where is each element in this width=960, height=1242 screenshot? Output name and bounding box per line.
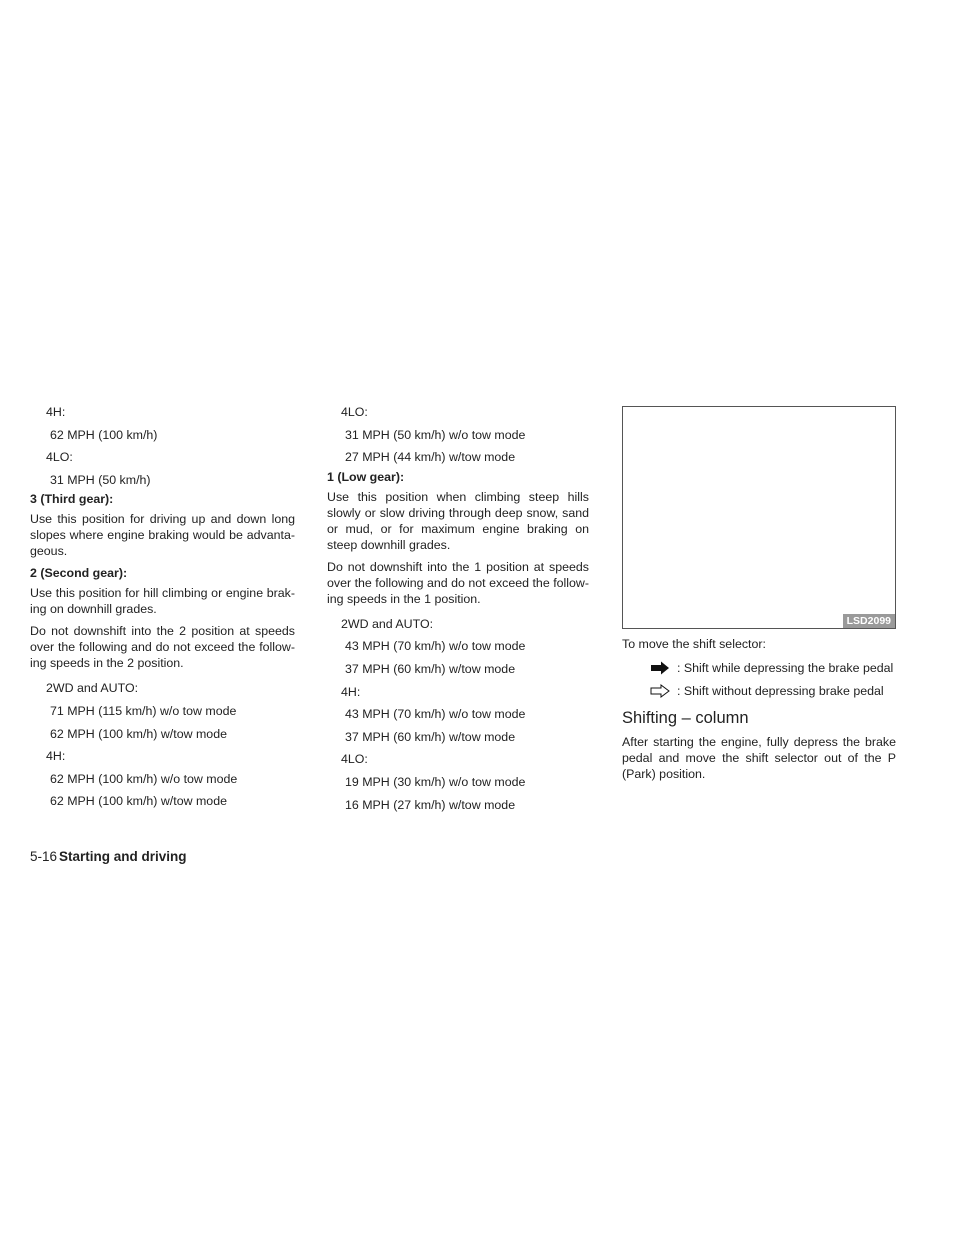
page-number: 5-16 [30, 849, 58, 864]
speed-mode-4lo: 4LO: [341, 405, 368, 419]
filled-arrow-icon [649, 661, 671, 675]
paragraph-low-gear-limit: Do not downshift into the 1 position at speeds over the following and do not exceed the follow- ing speeds in the 1 position. [327, 559, 589, 606]
heading-second-gear: 2 (Second gear): [30, 566, 128, 581]
speed-mode-4lo: 4LO: [46, 450, 73, 465]
speed-mode-2wd-auto: 2WD and AUTO: [46, 681, 139, 696]
speed-value: 37 MPH (60 km/h) w/tow mode [345, 661, 516, 676]
heading-low-gear: 1 (Low gear): [327, 469, 405, 484]
column-middle [327, 401, 589, 816]
speed-value: 62 MPH (100 km/h) w/tow mode [50, 726, 227, 741]
column-right [622, 406, 896, 788]
speed-value: 31 MPH (50 km/h) w/o tow mode [345, 427, 526, 442]
paragraph-second-gear-limit: Do not downshift into the 2 position at speeds over the following and do not exceed the follow- ing speeds in the 2 position. [30, 624, 295, 671]
heading-third-gear: 3 (Third gear): [30, 492, 114, 507]
shift-selector-figure [622, 406, 896, 629]
speed-mode-4h: 4H: [46, 749, 66, 764]
speed-value: 16 MPH (27 km/h) w/tow mode [345, 797, 516, 812]
speed-value: 37 MPH (60 km/h) w/tow mode [345, 729, 516, 744]
speed-value: 31 MPH (50 km/h) [50, 472, 151, 487]
paragraph-shifting-column: After starting the engine, fully depress the brake pedal and move the shift selector out of the P (Park) position. [622, 735, 896, 781]
outline-arrow-icon [649, 684, 671, 698]
speed-value: 43 MPH (70 km/h) w/o tow mode [345, 639, 526, 654]
speed-value: 62 MPH (100 km/h) w/tow mode [50, 794, 227, 809]
speed-value: 62 MPH (100 km/h) w/o tow mode [50, 771, 238, 786]
speed-mode-2wd-auto: 2WD and AUTO: [341, 616, 434, 631]
paragraph-third-gear: Use this position for driving up and down long slopes where engine braking would be advanta- geous. [30, 512, 295, 559]
page-footer [30, 849, 187, 865]
paragraph-low-gear-usage: Use this position when climbing steep hills slowly or slow driving through deep snow, sand or mud, or for maximum engine braking on steep downhill grades. [327, 489, 589, 552]
speed-mode-4h: 4H: [46, 405, 66, 419]
speed-value: 19 MPH (30 km/h) w/o tow mode [345, 774, 526, 789]
legend-outline-label: : Shift without depressing brake pedal [677, 683, 884, 698]
legend-filled-label: : Shift while depressing the brake pedal [677, 660, 894, 675]
chapter-title: Starting and driving [59, 849, 187, 864]
speed-value: 62 MPH (100 km/h) [50, 427, 158, 442]
column-left [30, 401, 295, 813]
speed-mode-4h: 4H: [341, 684, 361, 699]
speed-mode-4lo: 4LO: [341, 752, 368, 767]
section-title-shifting-column: Shifting – column [622, 709, 749, 727]
move-selector-intro: To move the shift selector: [622, 637, 766, 651]
speed-value: 27 MPH (44 km/h) w/tow mode [345, 450, 516, 465]
figure-label: LSD2099 [843, 614, 895, 628]
paragraph-second-gear-usage: Use this position for hill climbing or engine brak- ing on downhill grades. [30, 586, 295, 617]
legend-row-outline [622, 679, 896, 702]
speed-value: 71 MPH (115 km/h) w/o tow mode [50, 703, 237, 718]
legend-row-filled [622, 656, 896, 679]
speed-value: 43 MPH (70 km/h) w/o tow mode [345, 707, 526, 722]
